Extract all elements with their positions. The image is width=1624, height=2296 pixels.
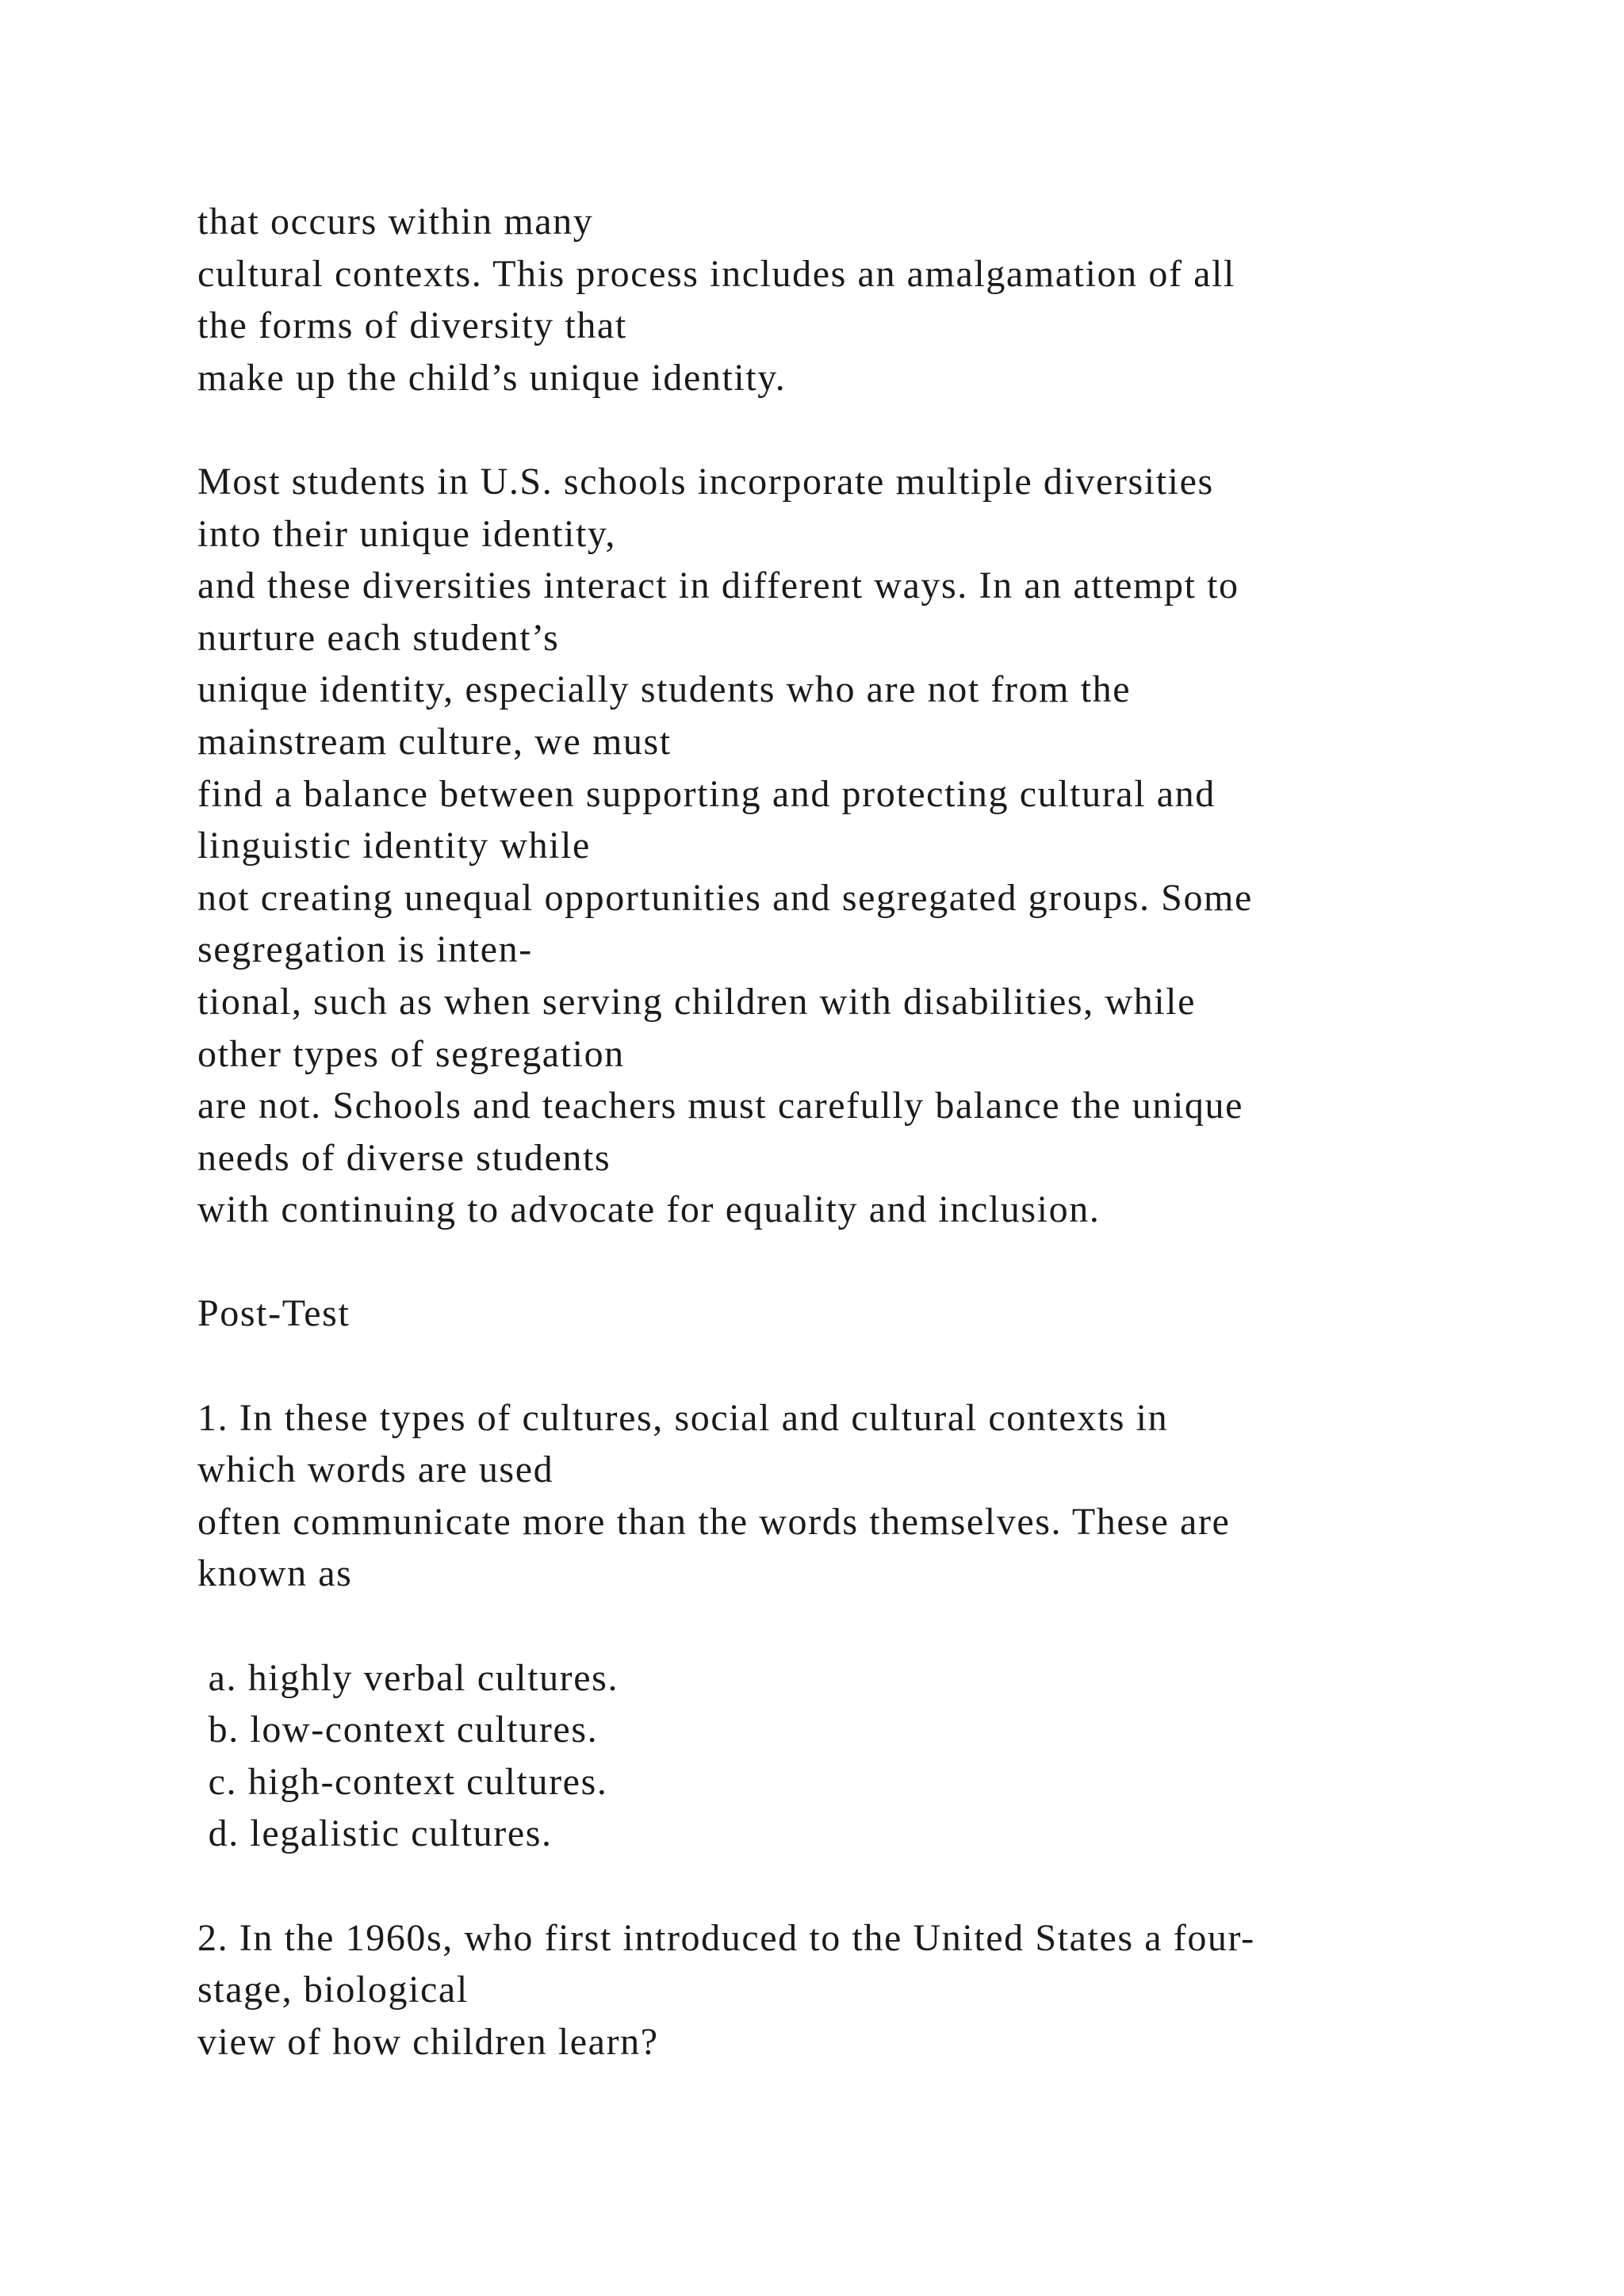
question-text-line: known as <box>197 1552 353 1595</box>
section-heading: Post-Test <box>197 1292 350 1335</box>
answer-option-c: c. high-context cultures. <box>197 1760 608 1803</box>
blank-line <box>197 1860 1545 1912</box>
question-text-line: stage, biological <box>197 1969 469 2011</box>
question-text-line: 2. In the 1960s, who first introduced to the United States a four- <box>197 1916 1255 1959</box>
paragraph-diversities <box>197 456 1545 1236</box>
blank-line <box>197 1600 1545 1652</box>
text-line: into their unique identity, <box>197 512 617 555</box>
text-line: linguistic identity while <box>197 825 591 867</box>
question-text-line: view of how children learn? <box>197 2020 659 2063</box>
text-line: mainstream culture, we must <box>197 720 672 763</box>
blank-line <box>197 1340 1545 1392</box>
paragraph-identity <box>197 196 1545 404</box>
text-line: cultural contexts. This process includes an amalgamation of all <box>197 252 1235 295</box>
text-line: with continuing to advocate for equality and inclusion. <box>197 1188 1101 1231</box>
text-line: Most students in U.S. schools incorporate multiple diversities <box>197 460 1214 503</box>
text-line: that occurs within many <box>197 201 594 243</box>
question-text-line: which words are used <box>197 1448 554 1491</box>
text-line: not creating unequal opportunities and segregated groups. Some <box>197 876 1253 919</box>
text-line: find a balance between supporting and protecting cultural and <box>197 772 1216 815</box>
answer-option-a: a. highly verbal cultures. <box>197 1656 619 1699</box>
blank-line <box>197 404 1545 456</box>
text-line: tional, such as when serving children with disabilities, while <box>197 980 1196 1023</box>
text-line: needs of diverse students <box>197 1136 611 1179</box>
answer-options <box>197 1652 1545 1860</box>
answer-option-d: d. legalistic cultures. <box>197 1812 553 1855</box>
document-page <box>197 196 1545 2068</box>
text-line: make up the child’s unique identity. <box>197 356 787 399</box>
question-2 <box>197 1912 1545 2068</box>
text-line: and these diversities interact in different ways. In an attempt to <box>197 564 1239 607</box>
answer-option-b: b. low-context cultures. <box>197 1709 599 1751</box>
text-line: unique identity, especially students who are not from the <box>197 668 1132 711</box>
question-1 <box>197 1392 1545 1860</box>
text-line: are not. Schools and teachers must carefully balance the unique <box>197 1085 1244 1127</box>
question-text-line: 1. In these types of cultures, social and cultural contexts in <box>197 1396 1169 1439</box>
text-line: other types of segregation <box>197 1032 625 1075</box>
text-line: segregation is inten- <box>197 928 533 971</box>
text-line: nurture each student’s <box>197 616 560 659</box>
text-line: the forms of diversity that <box>197 304 627 347</box>
blank-line <box>197 1236 1545 1288</box>
question-text-line: often communicate more than the words themselves. These are <box>197 1500 1231 1543</box>
